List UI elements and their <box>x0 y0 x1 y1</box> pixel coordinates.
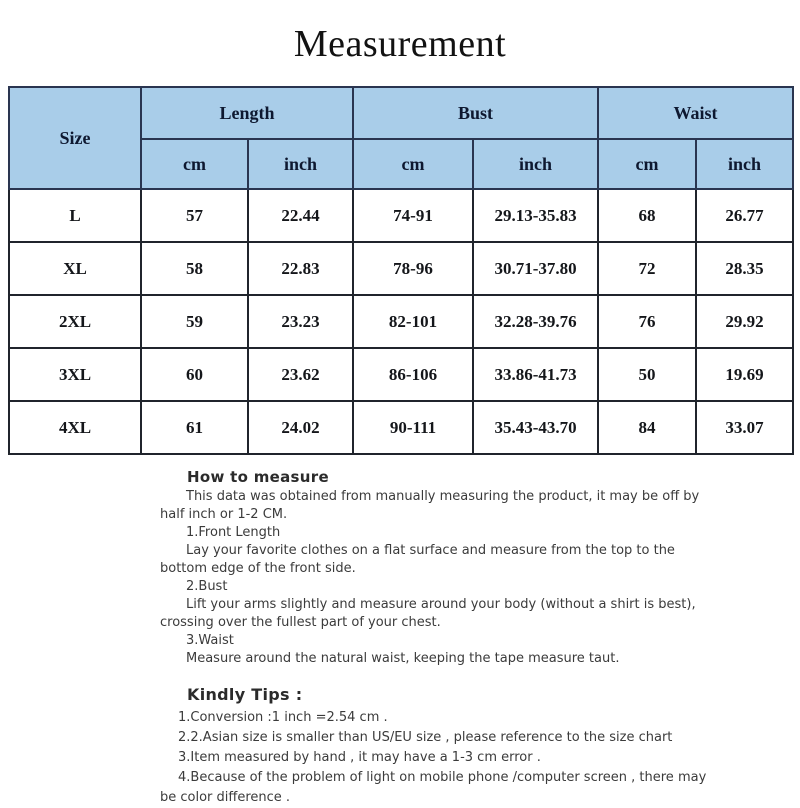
bust-inch-cell: 30.71-37.80 <box>473 242 598 295</box>
bust-cm-cell: 86-106 <box>353 348 473 401</box>
length-cm-cell: 59 <box>141 295 248 348</box>
size-cell: 4XL <box>9 401 141 454</box>
how-to-measure-heading: How to measure <box>187 468 329 486</box>
bust-label: 2.Bust <box>186 579 228 594</box>
table-row <box>9 348 793 401</box>
table-row <box>9 401 793 454</box>
front-length-instruction: Lay your favorite clothes on a flat surface and measure from the top to the bottom edge of the front side. <box>160 543 675 576</box>
table-row <box>9 295 793 348</box>
length-cm-cell: 58 <box>141 242 248 295</box>
bust-cm-cell: 82-101 <box>353 295 473 348</box>
tip-color: 4.Because of the problem of light on mobile phone /computer screen , there may be color difference . <box>160 770 707 805</box>
waist-cm-cell: 72 <box>598 242 696 295</box>
length-inch-cell: 22.44 <box>248 189 353 242</box>
waist-cm-cell: 50 <box>598 348 696 401</box>
waist-inch-cell: 19.69 <box>696 348 793 401</box>
how-to-measure-intro: This data was obtained from manually measuring the product, it may be off by half inch or 1-2 CM. <box>160 489 700 522</box>
length-cm-cell: 57 <box>141 189 248 242</box>
bust-cm-cell: 90-111 <box>353 401 473 454</box>
bust-inch-cell: 35.43-43.70 <box>473 401 598 454</box>
bust-instruction: Lift your arms slightly and measure around your body (without a shirt is best), crossing over the fullest part of your chest. <box>160 597 696 630</box>
column-header-bust: Bust <box>353 87 598 139</box>
unit-header-length-inch: inch <box>248 139 353 189</box>
size-cell: L <box>9 189 141 242</box>
tip-hand-measure: 3.Item measured by hand , it may have a 1-3 cm error . <box>178 750 541 765</box>
unit-header-waist-cm: cm <box>598 139 696 189</box>
column-header-size: Size <box>9 87 141 189</box>
unit-header-bust-inch: inch <box>473 139 598 189</box>
kindly-tips-section <box>160 685 708 808</box>
length-inch-cell: 23.62 <box>248 348 353 401</box>
table-row <box>9 242 793 295</box>
waist-instruction: Measure around the natural waist, keeping the tape measure taut. <box>186 651 620 666</box>
size-cell: 2XL <box>9 295 141 348</box>
length-inch-cell: 23.23 <box>248 295 353 348</box>
kindly-tips-heading: Kindly Tips : <box>187 685 303 704</box>
waist-inch-cell: 26.77 <box>696 189 793 242</box>
waist-cm-cell: 76 <box>598 295 696 348</box>
waist-cm-cell: 84 <box>598 401 696 454</box>
size-cell: XL <box>9 242 141 295</box>
measurement-table <box>8 86 794 455</box>
bust-inch-cell: 33.86-41.73 <box>473 348 598 401</box>
how-to-measure-section <box>160 468 708 668</box>
waist-inch-cell: 29.92 <box>696 295 793 348</box>
waist-inch-cell: 28.35 <box>696 242 793 295</box>
front-length-label: 1.Front Length <box>186 525 281 540</box>
waist-cm-cell: 68 <box>598 189 696 242</box>
unit-header-waist-inch: inch <box>696 139 793 189</box>
length-cm-cell: 60 <box>141 348 248 401</box>
column-header-length: Length <box>141 87 353 139</box>
bust-inch-cell: 32.28-39.76 <box>473 295 598 348</box>
column-header-waist: Waist <box>598 87 793 139</box>
size-cell: 3XL <box>9 348 141 401</box>
page-title: Measurement <box>293 23 507 65</box>
tip-conversion: 1.Conversion :1 inch =2.54 cm . <box>178 710 388 725</box>
table-row <box>9 189 793 242</box>
bust-inch-cell: 29.13-35.83 <box>473 189 598 242</box>
bust-cm-cell: 78-96 <box>353 242 473 295</box>
table-group-header-row <box>9 87 793 139</box>
length-inch-cell: 24.02 <box>248 401 353 454</box>
unit-header-bust-cm: cm <box>353 139 473 189</box>
tip-asian-size: 2.2.Asian size is smaller than US/EU size , please reference to the size chart <box>178 730 673 745</box>
waist-label: 3.Waist <box>186 633 234 648</box>
bust-cm-cell: 74-91 <box>353 189 473 242</box>
length-inch-cell: 22.83 <box>248 242 353 295</box>
unit-header-length-cm: cm <box>141 139 248 189</box>
length-cm-cell: 61 <box>141 401 248 454</box>
waist-inch-cell: 33.07 <box>696 401 793 454</box>
